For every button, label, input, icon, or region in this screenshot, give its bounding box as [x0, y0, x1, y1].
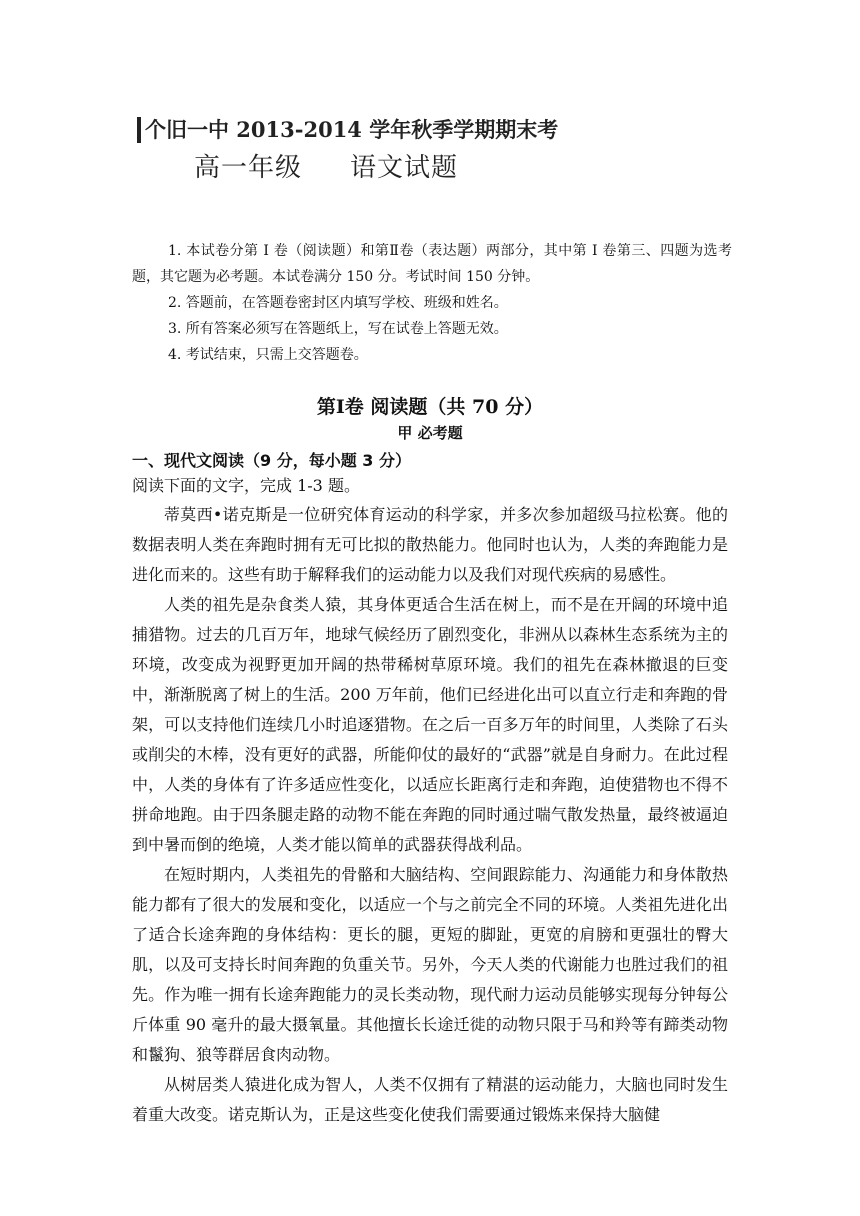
subject-label: 语文试题 — [350, 153, 459, 183]
instruction-item: 2. 答题前，在答题卷密封区内填写学校、班级和姓名。 — [168, 295, 508, 311]
instruction-item: 1. 本试卷分第 I 卷（阅读题）和第Ⅱ卷（表达题）两部分，其中第 I 卷第三、四题为选考题，其它题为必考题。本试卷满分 150 分。考试时间 150 分钟。 — [132, 243, 732, 285]
grade-label: 高一年级 — [194, 153, 303, 183]
section-title: 第Ⅰ卷 阅读题（共 70 分） — [316, 396, 544, 418]
passage-paragraph: 蒂莫西•诺克斯是一位研究体育运动的科学家，并多次参加超级马拉松赛。他的数据表明人类在奔跑时拥有无可比拟的散热能力。他同时也认为，人类的奔跑能力是进化而来的。这些有助于解释我们的运动能力以及我们对现代疾病的易感性。 — [132, 505, 728, 584]
section-subtitle: 甲 必考题 — [397, 424, 463, 442]
instruction-item: 3. 所有答案必须写在答题纸上，写在试卷上答题无效。 — [168, 321, 508, 337]
part-heading: 一、现代文阅读（9 分，每小题 3 分） — [132, 451, 411, 470]
exam-title: 个旧一中 2013-2014 学年秋季学期期末考 — [145, 117, 559, 142]
instruction-item: 4. 考试结束，只需上交答题卷。 — [168, 347, 368, 363]
exam-instructions — [132, 238, 732, 368]
passage-paragraph: 在短时期内，人类祖先的骨骼和大脑结构、空间跟踪能力、沟通能力和身体散热能力都有了很大的发展和变化，以适应一个与之前完全不同的环境。人类祖先进化出了适合长途奔跑的身体结构：更长的腿，更短的脚趾，更宽的肩膀和更强壮的臀大肌，以及可支持长时间奔跑的负重关节。另外，今天人类的代谢能力也胜过我们的祖先。作为唯一拥有长途奔跑能力的灵长类动物，现代耐力运动员能够实现每分钟每公斤体重 90 毫升的最大摄氧量。其他擅长长途迁徙的动物只限于马和羚等有蹄类动物和鬣狗、狼等群居食肉动物。 — [132, 865, 728, 1064]
reading-passage — [132, 500, 728, 1130]
title-left-bar — [137, 117, 141, 143]
exam-subtitle — [194, 147, 458, 184]
passage-paragraph: 从树居类人猿进化成为智人，人类不仅拥有了精湛的运动能力，大脑也同时发生着重大改变。诺克斯认为，正是这些变化使我们需要通过锻炼来保持大脑健 — [132, 1075, 728, 1124]
part-instruction: 阅读下面的文字，完成 1-3 题。 — [132, 476, 360, 495]
passage-paragraph: 人类的祖先是杂食类人猿，其身体更适合生活在树上，而不是在开阔的环境中追捕猎物。过去的几百万年，地球气候经历了剧烈变化，非洲从以森林生态系统为主的环境，改变成为视野更加开阔的热带稀树草原环境。我们的祖先在森林撤退的巨变中，渐渐脱离了树上的生活。200 万年前，他们已经进化出可以直立行走和奔跑的骨架，可以支持他们连续几小时追逐猎物。在之后一百多万年的时间里，人类除了石头或削尖的木棒，没有更好的武器，所能仰仗的最好的“武器”就是自身耐力。在此过程中，人类的身体有了许多适应性变化，以适应长距离行走和奔跑，迫使猎物也不得不拼命地跑。由于四条腿走路的动物不能在奔跑的同时通过喘气散发热量，最终被逼迫到中暑而倒的绝境，人类才能以简单的武器获得战利品。 — [132, 595, 728, 854]
